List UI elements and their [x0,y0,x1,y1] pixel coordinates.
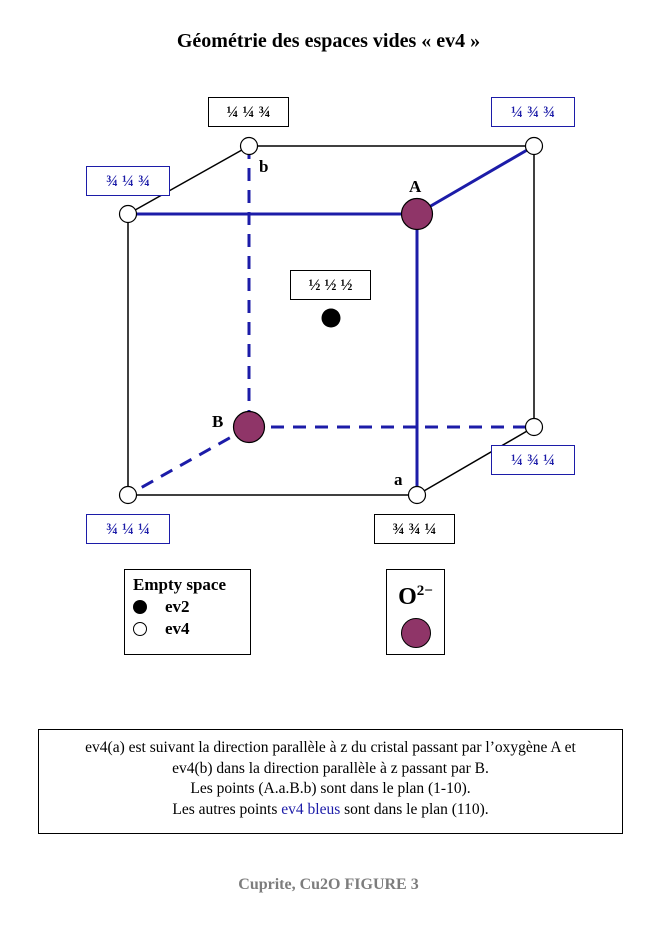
caption-line-3: Les points (A.a.B.b) sont dans le plan (1-10). [190,780,471,797]
caption-line-1: ev4(a) est suivant la direction parallèle à z du cristal passant par l’oxygène A et [85,739,576,756]
ev2-point-center [322,309,341,328]
legend-oxygen [386,569,445,655]
oxygen-atom-B [234,412,265,443]
ev4-point-bottom-left [120,487,137,504]
coord-label-top-back-left: ¼ ¼ ¾ [208,97,289,127]
point-label-b: b [259,157,269,176]
oxygen-atom-A [402,199,433,230]
caption-line-4 [39,800,622,821]
coord-label-bottom-front-left: ¾ ¼ ¼ [86,514,170,544]
oxygen-symbol: O [398,584,417,610]
figure-footer: Cuprite, Cu2O FIGURE 3 [238,876,419,893]
coord-label-top-back-right: ¼ ¾ ¾ [491,97,575,127]
coord-label-bottom-front-right: ¾ ¾ ¼ [374,514,455,544]
coord-label-center: ½ ½ ½ [290,270,371,300]
legend-title: Empty space [133,575,227,594]
caption-line-4-prefix: Les autres points [172,800,278,818]
point-label-B: B [212,412,224,431]
legend-row-ev2 [133,596,250,618]
ev4-point-top-right [526,138,543,155]
oxygen-dot-icon [401,618,431,648]
ev4-point-b [241,138,258,155]
legend-oxygen-label [387,574,444,614]
caption-box [38,729,623,834]
white-dot-icon [133,622,147,636]
page-title: Géométrie des espaces vides « ev4 » [176,30,481,52]
ev4-point-top-left [120,206,137,223]
ev4-point-a [409,487,426,504]
caption-line-2: ev4(b) dans la direction parallèle à z passant par B. [172,759,489,777]
blue-line-a-to-top-right [417,146,534,214]
legend-ev2-label: ev2 [165,597,190,616]
legend-row-ev4 [133,618,250,640]
caption-line-4-blue: ev4 bleus [281,800,341,818]
coord-label-top-front-left: ¾ ¼ ¾ [86,166,170,196]
caption-line-4-suffix: sont dans le plan (110). [344,800,489,818]
black-dot-icon [133,600,147,614]
coord-label-mid-back-right: ¼ ¾ ¼ [491,445,575,475]
point-label-a: a [394,470,403,489]
oxygen-charge: 2− [416,583,433,599]
legend-empty-space [124,569,251,655]
dashed-line-B-to-bottom-left [128,427,249,495]
ev4-point-mid-right [526,419,543,436]
point-label-A: A [409,177,422,196]
legend-ev4-label: ev4 [165,619,190,638]
